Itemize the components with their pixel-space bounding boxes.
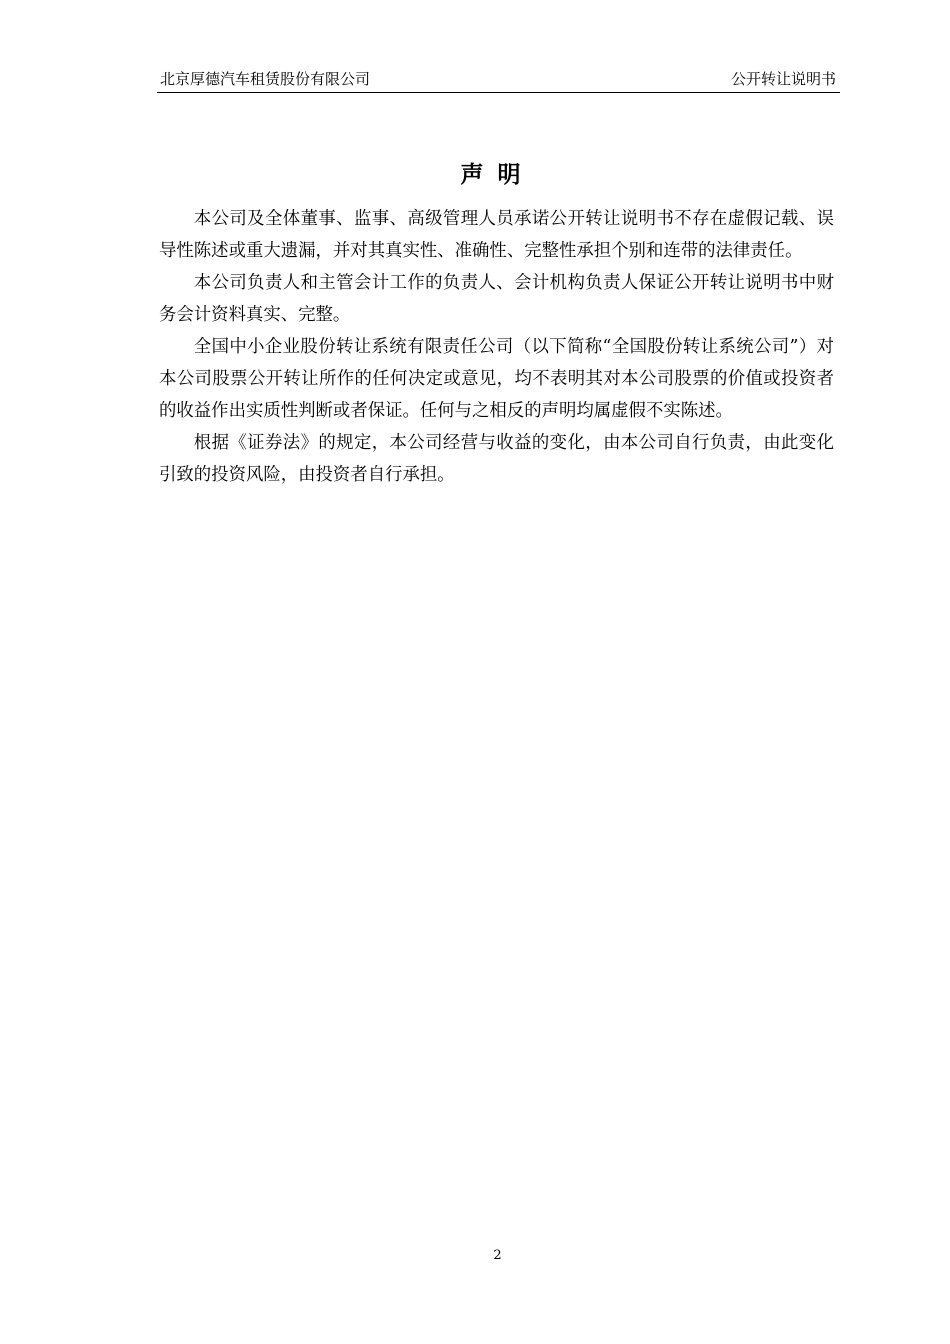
paragraph-financial-guarantee: 本公司负责人和主管会计工作的负责人、会计机构负责人保证公开转让说明书中财务会计资料真实、完整。 xyxy=(159,273,834,325)
document-type: 公开转让说明书 xyxy=(730,70,836,88)
paragraph-investment-risk: 根据《证券法》的规定，本公司经营与收益的变化，由本公司自行负责，由此变化引致的投资风险，由投资者自行承担。 xyxy=(159,433,834,485)
paragraph-directors-commitment: 本公司及全体董事、监事、高级管理人员承诺公开转让说明书不存在虚假记载、误导性陈述或重大遗漏，并对其真实性、准确性、完整性承担个别和连带的法律责任。 xyxy=(159,209,834,261)
page-number: 2 xyxy=(493,1248,502,1263)
paragraph-neeq-disclaimer: 全国中小企业股份转让系统有限责任公司（以下简称“全国股份转让系统公司”）对本公司股票公开转让所作的任何决定或意见，均不表明其对本公司股票的价值或投资者的收益作出实质性判断或者保证。任何与之相反的声明均属虚假不实陈述。 xyxy=(159,337,834,421)
page-title: 声明 xyxy=(460,161,535,188)
company-name: 北京厚德汽车租赁股份有限公司 xyxy=(160,70,371,88)
page-header xyxy=(157,66,840,93)
declaration-body xyxy=(159,203,834,491)
